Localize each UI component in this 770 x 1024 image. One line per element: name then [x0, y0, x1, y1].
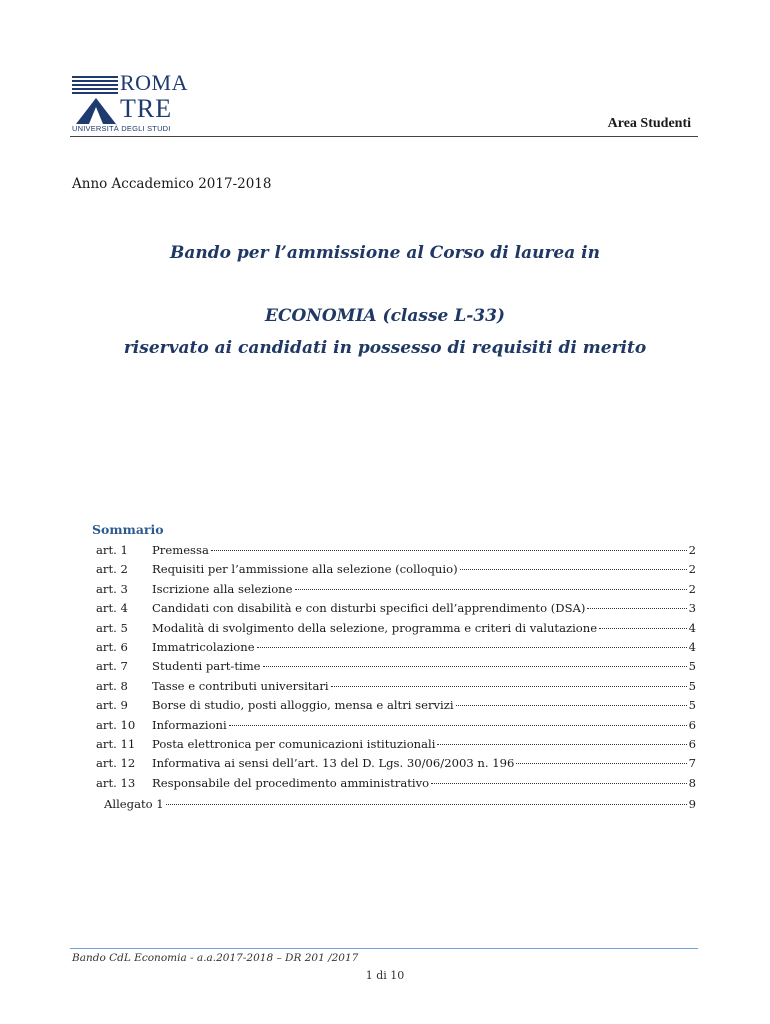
toc-entry-page: 7 — [688, 756, 696, 771]
toc-entry-title: Posta elettronica per comunicazioni istituzionali — [152, 736, 436, 751]
toc-entry-number: art. 11 — [96, 736, 136, 751]
toc-entry-number: art. 4 — [96, 601, 128, 616]
toc-entry-number: art. 1 — [96, 543, 128, 557]
toc-entry[interactable] — [96, 776, 696, 795]
toc-entry-number: art. 5 — [96, 620, 128, 635]
toc-entry-page: 8 — [688, 775, 696, 790]
title-line-3: riservato ai candidati in possesso di requisiti di merito — [123, 338, 647, 358]
toc-entry-title: Informativa ai sensi dell’art. 13 del D. Lgs. 30/06/2003 n. 196 — [152, 756, 515, 771]
toc-entry-title: Modalità di svolgimento della selezione, programma e criteri di valutazione — [152, 620, 598, 635]
toc-entry-number: art. 10 — [96, 717, 136, 732]
area-studenti-label: Area Studenti — [607, 116, 691, 131]
footer-divider — [70, 948, 698, 949]
toc-entry-allegato[interactable] — [104, 797, 696, 811]
toc-entry-title: Responsabile del procedimento amministrativo — [152, 775, 430, 790]
toc-entry-page: 5 — [688, 659, 696, 674]
title-line-2: ECONOMIA (classe L-33) — [265, 306, 505, 326]
toc-entry-number: art. 12 — [96, 756, 136, 771]
toc-leader-dots — [599, 628, 687, 629]
toc-entry[interactable] — [96, 582, 696, 601]
toc-entry-title: Borse di studio, posti alloggio, mensa e altri servizi — [152, 698, 454, 713]
toc-entry-page: 6 — [688, 736, 696, 751]
toc-entry[interactable] — [96, 562, 696, 581]
toc-leader-dots — [166, 804, 687, 805]
toc-entry-title: Requisiti per l’ammissione alla selezione (colloquio) — [152, 562, 458, 577]
toc-entry-page: 4 — [688, 620, 696, 635]
toc-leader-dots — [229, 725, 687, 726]
page-number: 1 di 10 — [365, 969, 405, 982]
toc-entry[interactable] — [96, 621, 696, 640]
roma-tre-logo — [72, 72, 188, 134]
toc-entry-page: 4 — [688, 639, 696, 654]
toc-entry-title: Tasse e contributi universitari — [152, 678, 329, 693]
table-of-contents — [96, 543, 696, 795]
toc-entry[interactable] — [96, 601, 696, 620]
toc-entry-number: art. 6 — [96, 639, 128, 654]
toc-entry-page: 2 — [688, 543, 696, 557]
toc-entry-number: art. 8 — [96, 678, 128, 693]
toc-entry-title: Iscrizione alla selezione — [152, 581, 293, 596]
toc-entry-page: 2 — [688, 581, 696, 596]
logo-subtitle: UNIVERSITÀ DEGLI STUDI — [72, 124, 171, 133]
toc-leader-dots — [516, 763, 686, 764]
logo-tre-text: TRE — [120, 94, 173, 123]
toc-leader-dots — [331, 686, 687, 687]
toc-leader-dots — [456, 705, 687, 706]
toc-entry-title: Allegato 1 — [104, 797, 164, 811]
logo-triangle-icon — [76, 98, 116, 124]
toc-entry[interactable] — [96, 737, 696, 756]
toc-leader-dots — [587, 608, 686, 609]
toc-leader-dots — [431, 783, 686, 784]
toc-entry-number: art. 13 — [96, 775, 136, 790]
toc-entry-number: art. 7 — [96, 659, 128, 674]
toc-leader-dots — [437, 744, 686, 745]
title-line-1: Bando per l’ammissione al Corso di laurea in — [170, 243, 600, 263]
toc-heading: Sommario — [92, 522, 164, 537]
toc-leader-dots — [257, 647, 687, 648]
toc-entry[interactable] — [96, 698, 696, 717]
toc-entry-number: art. 9 — [96, 698, 128, 713]
toc-entry-title: Premessa — [152, 543, 209, 557]
toc-leader-dots — [295, 589, 687, 590]
logo-stripes — [72, 76, 118, 96]
toc-entry-page: 5 — [688, 698, 696, 713]
toc-entry[interactable] — [96, 659, 696, 678]
toc-entry-title: Immatricolazione — [152, 639, 255, 654]
toc-entry[interactable] — [96, 640, 696, 659]
toc-entry-number: art. 2 — [96, 562, 128, 577]
toc-entry-title: Studenti part-time — [152, 659, 261, 674]
toc-leader-dots — [263, 666, 687, 667]
toc-leader-dots — [460, 569, 687, 570]
toc-entry-title: Candidati con disabilità e con disturbi specifici dell’apprendimento (DSA) — [152, 601, 586, 616]
toc-entry[interactable] — [96, 718, 696, 737]
academic-year: Anno Accademico 2017-2018 — [72, 176, 272, 192]
toc-entry[interactable] — [96, 756, 696, 775]
toc-entry-page: 3 — [688, 601, 696, 616]
toc-leader-dots — [211, 550, 687, 551]
toc-entry[interactable] — [96, 543, 696, 562]
logo-roma-text: ROMA — [120, 70, 189, 95]
toc-entry[interactable] — [96, 679, 696, 698]
toc-entry-number: art. 3 — [96, 581, 128, 596]
header-divider — [70, 136, 698, 137]
footer-document-reference: Bando CdL Economia - a.a.2017-2018 – DR 201 /2017 — [72, 952, 359, 964]
toc-entry-title: Informazioni — [152, 717, 227, 732]
toc-entry-page: 5 — [688, 678, 696, 693]
toc-entry-page: 6 — [688, 717, 696, 732]
toc-entry-page: 2 — [688, 562, 696, 577]
toc-entry-page: 9 — [688, 797, 696, 811]
